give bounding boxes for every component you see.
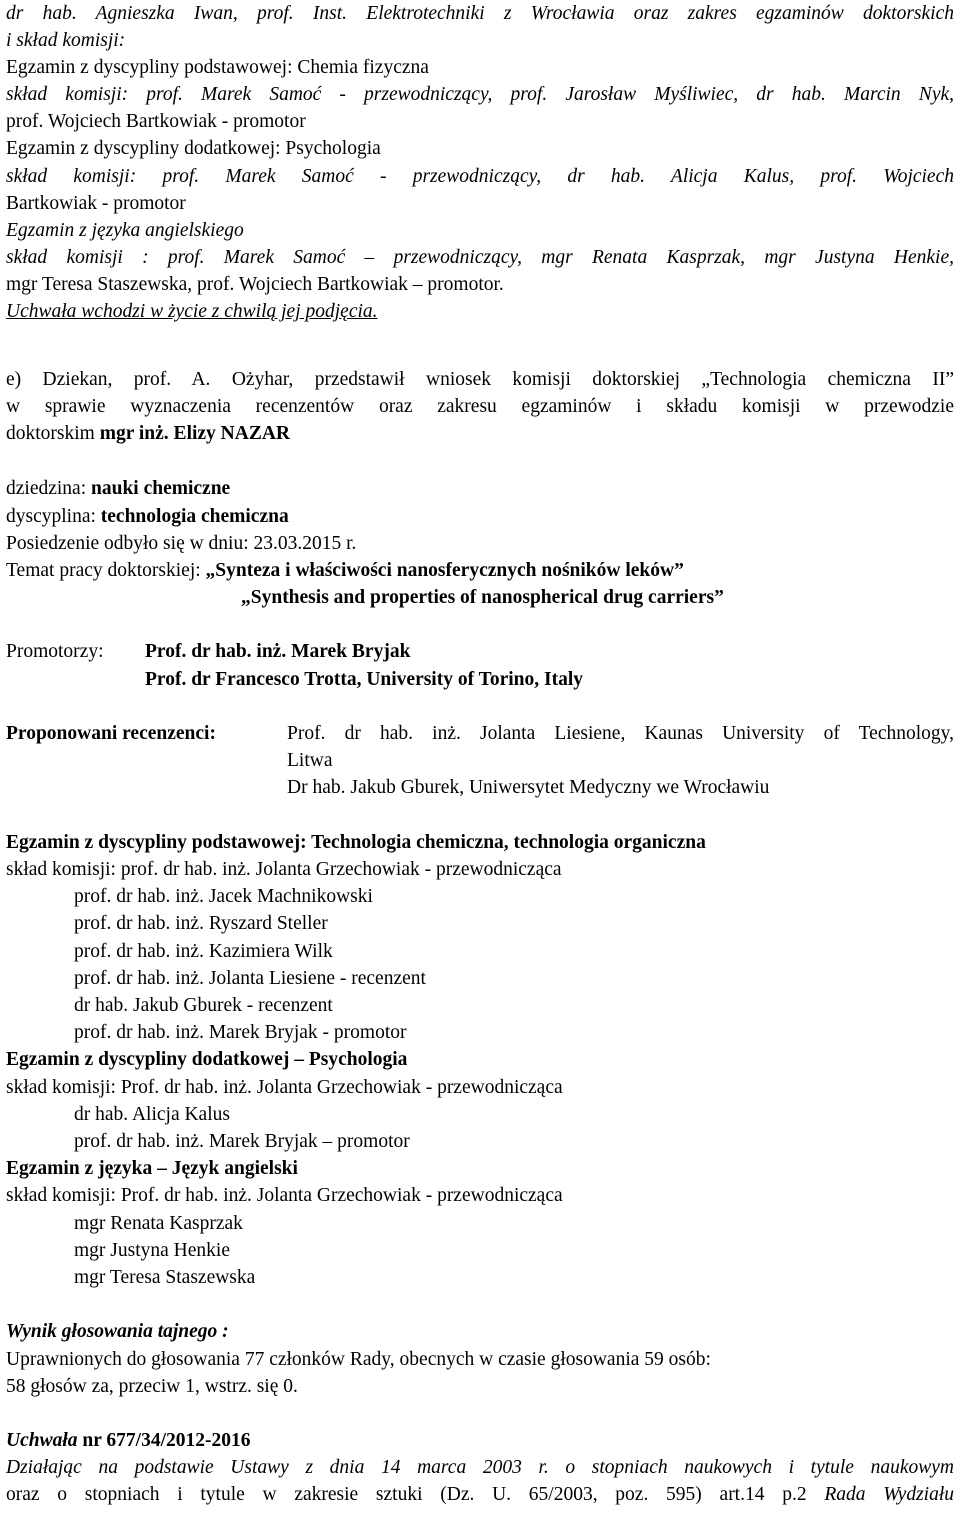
vote-line: 58 głosów za, przeciw 1, wstrz. się 0. [6,1376,298,1397]
exam-lang-heading: Egzamin z języka – Język angielski [6,1158,298,1179]
committee-member: prof. dr hab. inż. Jolanta Liesiene - recenzent [74,968,426,989]
committee-member: prof. dr hab. inż. Kazimiera Wilk [74,941,333,962]
thesis-title-pl: „Synteza i właściwości nanosferycznych nośników leków” [205,560,684,581]
committee-member: prof. dr hab. inż. Marek Bryjak - promotor [74,1022,407,1043]
committee-member: mgr Justyna Henkie [74,1240,230,1261]
thesis-title-en: „Synthesis and properties of nanospherical drug carriers” [241,587,724,608]
text-line: skład komisji: prof. Marek Samoć - przewodniczący, dr hab. Alicja Kalus, prof. Wojciech [6,166,954,187]
resolution-line: Działając na podstawie Ustawy z dnia 14 marca 2003 r. o stopniach naukowych i tytule naukowym [6,1457,954,1478]
text-line: Bartkowiak - promotor [6,193,186,214]
reviewer-line: Dr hab. Jakub Gburek, Uniwersytet Medyczny we Wrocławiu [287,777,770,798]
text-line: prof. Wojciech Bartkowiak - promotor [6,111,306,132]
promoter-item: Prof. dr hab. inż. Marek Bryjak [145,641,411,662]
section-e-line: doktorskim mgr inż. Elizy NAZAR [6,423,291,444]
discipline-line: dyscyplina: technologia chemiczna [6,506,289,527]
section-e-line: e) Dziekan, prof. A. Ożyhar, przedstawił wniosek komisji doktorskiej „Technologia chemiczna II” [6,369,954,390]
committee-member: mgr Teresa Staszewska [74,1267,256,1288]
text-line: Uchwała wchodzi w życie z chwilą jej podjęcia. [6,301,378,322]
thesis-line: Temat pracy doktorskiej: „Synteza i właściwości nanosferycznych nośników leków” [6,560,684,581]
committee-member: mgr Renata Kasprzak [74,1213,243,1234]
reviewer-line: Litwa [287,750,333,771]
text-line: Egzamin z dyscypliny podstawowej: Chemia fizyczna [6,57,429,78]
promoter-item: Prof. dr Francesco Trotta, University of Torino, Italy [145,669,583,690]
text-line: Egzamin z dyscypliny dodatkowej: Psychologia [6,138,381,159]
committee-member: prof. dr hab. inż. Jacek Machnikowski [74,886,373,907]
promoters-label: Promotorzy: [6,641,104,662]
resolution-title: Uchwała nr 677/34/2012-2016 [6,1430,251,1451]
committee-member: dr hab. Jakub Gburek - recenzent [74,995,333,1016]
meeting-line: Posiedzenie odbyło się w dniu: 23.03.2015 r. [6,533,357,554]
exam-main-heading: Egzamin z dyscypliny podstawowej: Technologia chemiczna, technologia organiczna [6,832,706,853]
text-line: mgr Teresa Staszewska, prof. Wojciech Bartkowiak – promotor. [6,274,504,295]
text-line: skład komisji : prof. Marek Samoć – przewodniczący, mgr Renata Kasprzak, mgr Justyna Henkie, [6,247,954,268]
text-line: Egzamin z języka angielskiego [6,220,244,241]
reviewers-label: Proponowani recenzenci: [6,723,216,744]
committee-member: prof. dr hab. inż. Marek Bryjak – promotor [74,1131,410,1152]
text-line: skład komisji: prof. Marek Samoć - przewodniczący, prof. Jarosław Myśliwiec, dr hab. Marcin Nyk, [6,84,954,105]
committee-line: skład komisji: prof. dr hab. inż. Jolanta Grzechowiak - przewodnicząca [6,859,562,880]
text-line: dr hab. Agnieszka Iwan, prof. Inst. Elektrotechniki z Wrocławia oraz zakres egzaminów doktorskich [6,3,954,24]
committee-member: dr hab. Alicja Kalus [74,1104,230,1125]
vote-line: Uprawnionych do głosowania 77 członków Rady, obecnych w czasie głosowania 59 osób: [6,1349,711,1370]
vote-heading: Wynik głosowania tajnego : [6,1321,229,1342]
committee-line: skład komisji: Prof. dr hab. inż. Jolanta Grzechowiak - przewodnicząca [6,1185,563,1206]
resolution-line: oraz o stopniach i tytule w zakresie sztuki (Dz. U. 65/2003, poz. 595) art.14 p.2 Rada Wydziału [6,1484,955,1505]
field-line: dziedzina: nauki chemiczne [6,478,231,499]
exam-extra-heading: Egzamin z dyscypliny dodatkowej – Psychologia [6,1049,408,1070]
committee-member: prof. dr hab. inż. Ryszard Steller [74,913,328,934]
text-line: i skład komisji: [6,30,126,51]
candidate-name: mgr inż. Elizy NAZAR [99,423,291,444]
reviewer-line: Prof. dr hab. inż. Jolanta Liesiene, Kaunas University of Technology, [287,723,954,744]
section-e-line: w sprawie wyznaczenia recenzentów oraz zakresu egzaminów i składu komisji w przewodzie [6,396,954,417]
committee-line: skład komisji: Prof. dr hab. inż. Jolanta Grzechowiak - przewodnicząca [6,1077,563,1098]
